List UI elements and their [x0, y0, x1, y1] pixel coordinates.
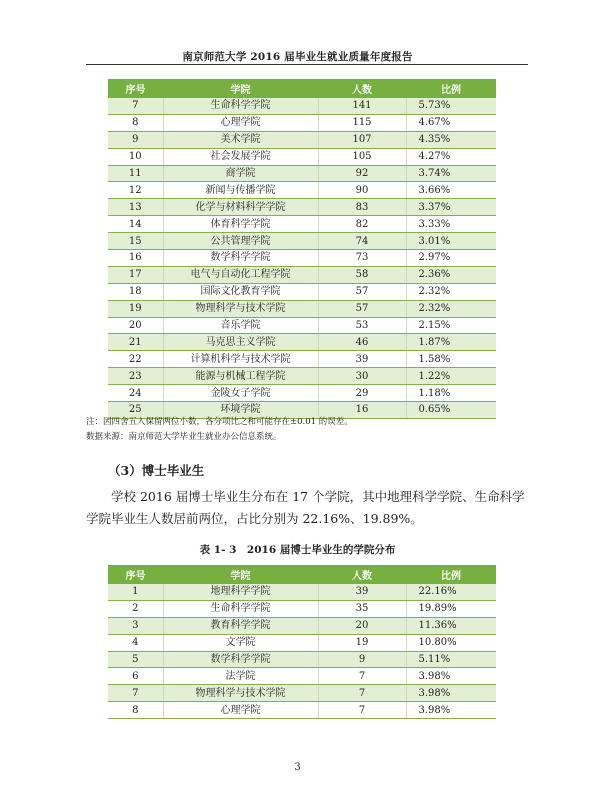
cell-ratio: 3.98%	[406, 685, 496, 702]
header-rule	[86, 64, 528, 65]
cell-college: 法学院	[163, 668, 318, 685]
cell-seq: 3	[108, 617, 163, 634]
table-row	[108, 250, 496, 267]
cell-count: 39	[318, 584, 406, 600]
cell-count: 58	[318, 266, 406, 283]
cell-ratio: 3.98%	[406, 668, 496, 685]
table-row	[108, 351, 496, 368]
cell-count: 53	[318, 317, 406, 334]
table-row	[108, 617, 496, 634]
cell-ratio: 19.89%	[406, 600, 496, 617]
cell-count: 7	[318, 685, 406, 702]
cell-ratio: 3.37%	[406, 199, 496, 216]
cell-ratio: 22.16%	[406, 584, 496, 600]
column-header-count: 人数	[318, 79, 406, 98]
cell-ratio: 1.58%	[406, 351, 496, 368]
rounding-note: 注：因四舍五入保留两位小数，各分项比之和可能存在±0.01 的误差。	[86, 417, 353, 427]
cell-seq: 22	[108, 351, 163, 368]
cell-seq: 14	[108, 216, 163, 233]
cell-seq: 6	[108, 668, 163, 685]
cell-seq: 16	[108, 250, 163, 267]
column-header-ratio: 比例	[406, 79, 496, 98]
cell-seq: 7	[108, 685, 163, 702]
cell-count: 35	[318, 600, 406, 617]
cell-ratio: 2.32%	[406, 283, 496, 300]
cell-college: 教育科学学院	[163, 617, 318, 634]
table-header-row	[108, 565, 496, 584]
cell-seq: 9	[108, 131, 163, 148]
cell-count: 19	[318, 634, 406, 651]
cell-count: 7	[318, 702, 406, 719]
cell-college: 物理科学与技术学院	[163, 685, 318, 702]
data-source-note: 数据来源：南京师范大学毕业生就业办公信息系统。	[86, 432, 282, 442]
cell-college: 金陵女子学院	[163, 385, 318, 402]
cell-seq: 8	[108, 114, 163, 131]
cell-seq: 4	[108, 634, 163, 651]
cell-count: 39	[318, 351, 406, 368]
cell-college: 地理科学学院	[163, 584, 318, 600]
cell-college: 计算机科学与技术学院	[163, 351, 318, 368]
cell-count: 9	[318, 651, 406, 668]
table-row	[108, 668, 496, 685]
table-row	[108, 651, 496, 668]
cell-college: 心理学院	[163, 114, 318, 131]
cell-count: 29	[318, 385, 406, 402]
cell-college: 生命科学学院	[163, 600, 318, 617]
cell-college: 美术学院	[163, 131, 318, 148]
cell-college: 公共管理学院	[163, 233, 318, 250]
table-header-row	[108, 79, 496, 98]
cell-count: 30	[318, 368, 406, 385]
cell-seq: 15	[108, 233, 163, 250]
cell-college: 国际文化教育学院	[163, 283, 318, 300]
cell-count: 20	[318, 617, 406, 634]
table-row	[108, 182, 496, 199]
table-row	[108, 148, 496, 165]
cell-seq: 23	[108, 368, 163, 385]
cell-count: 105	[318, 148, 406, 165]
table-row	[108, 634, 496, 651]
cell-count: 115	[318, 114, 406, 131]
college-distribution-table-continued	[108, 79, 496, 419]
cell-ratio: 10.80%	[406, 634, 496, 651]
table-row	[108, 266, 496, 283]
cell-count: 7	[318, 668, 406, 685]
cell-count: 57	[318, 283, 406, 300]
cell-college: 数学科学学院	[163, 651, 318, 668]
page-number: 3	[294, 762, 301, 773]
cell-ratio: 3.33%	[406, 216, 496, 233]
cell-seq: 19	[108, 300, 163, 317]
column-header-seq: 序号	[108, 565, 163, 584]
page-header-title: 南京师范大学 2016 届毕业生就业质量年度报告	[182, 51, 413, 63]
cell-college: 电气与自动化工程学院	[163, 266, 318, 283]
column-header-count: 人数	[318, 565, 406, 584]
cell-seq: 10	[108, 148, 163, 165]
cell-seq: 25	[108, 402, 163, 419]
cell-college: 体育科学学院	[163, 216, 318, 233]
table-row	[108, 385, 496, 402]
table-caption: 表 1- 3 2016 届博士毕业生的学院分布	[199, 544, 396, 556]
cell-ratio: 1.22%	[406, 368, 496, 385]
cell-ratio: 1.87%	[406, 334, 496, 351]
cell-college: 商学院	[163, 165, 318, 182]
cell-college: 数学科学学院	[163, 250, 318, 267]
cell-count: 90	[318, 182, 406, 199]
cell-ratio: 5.11%	[406, 651, 496, 668]
cell-count: 46	[318, 334, 406, 351]
cell-college: 马克思主义学院	[163, 334, 318, 351]
cell-ratio: 3.01%	[406, 233, 496, 250]
cell-ratio: 3.98%	[406, 702, 496, 719]
cell-seq: 18	[108, 283, 163, 300]
cell-ratio: 3.74%	[406, 165, 496, 182]
cell-college: 文学院	[163, 634, 318, 651]
cell-seq: 17	[108, 266, 163, 283]
cell-college: 环境学院	[163, 402, 318, 419]
cell-count: 83	[318, 199, 406, 216]
cell-seq: 12	[108, 182, 163, 199]
cell-college: 化学与材料科学学院	[163, 199, 318, 216]
cell-count: 107	[318, 131, 406, 148]
cell-seq: 2	[108, 600, 163, 617]
cell-count: 16	[318, 402, 406, 419]
cell-seq: 8	[108, 702, 163, 719]
cell-ratio: 2.36%	[406, 266, 496, 283]
cell-ratio: 2.32%	[406, 300, 496, 317]
table-row	[108, 165, 496, 182]
table-row	[108, 584, 496, 600]
table-row	[108, 283, 496, 300]
cell-ratio: 4.67%	[406, 114, 496, 131]
cell-college: 能源与机械工程学院	[163, 368, 318, 385]
cell-college: 新闻与传播学院	[163, 182, 318, 199]
cell-ratio: 2.15%	[406, 317, 496, 334]
cell-ratio: 1.18%	[406, 385, 496, 402]
table-row	[108, 233, 496, 250]
cell-ratio: 2.97%	[406, 250, 496, 267]
cell-ratio: 4.35%	[406, 131, 496, 148]
cell-seq: 20	[108, 317, 163, 334]
column-header-seq: 序号	[108, 79, 163, 98]
table-row	[108, 702, 496, 719]
column-header-ratio: 比例	[406, 565, 496, 584]
cell-count: 141	[318, 98, 406, 114]
table-row	[108, 685, 496, 702]
table-row	[108, 131, 496, 148]
table-row	[108, 334, 496, 351]
cell-count: 57	[318, 300, 406, 317]
table-row	[108, 199, 496, 216]
cell-college: 生命科学学院	[163, 98, 318, 114]
table-row	[108, 317, 496, 334]
cell-seq: 7	[108, 98, 163, 114]
table-row	[108, 216, 496, 233]
cell-ratio: 3.66%	[406, 182, 496, 199]
cell-count: 82	[318, 216, 406, 233]
body-paragraph: 学校 2016 届博士毕业生分布在 17 个学院，其中地理科学学院、生命科学学院毕业生人数居前两位，占比分别为 22.16%、19.89%。	[86, 489, 525, 526]
table-row	[108, 600, 496, 617]
cell-seq: 24	[108, 385, 163, 402]
column-header-college: 学院	[163, 565, 318, 584]
section-heading-doctoral: （3）博士毕业生	[108, 463, 205, 478]
cell-seq: 13	[108, 199, 163, 216]
cell-ratio: 0.65%	[406, 402, 496, 419]
cell-count: 92	[318, 165, 406, 182]
table-row	[108, 98, 496, 114]
table-row	[108, 300, 496, 317]
cell-seq: 11	[108, 165, 163, 182]
doctoral-college-distribution-table	[108, 565, 496, 719]
table-row	[108, 368, 496, 385]
cell-college: 社会发展学院	[163, 148, 318, 165]
cell-count: 74	[318, 233, 406, 250]
cell-count: 73	[318, 250, 406, 267]
cell-seq: 1	[108, 584, 163, 600]
cell-seq: 21	[108, 334, 163, 351]
cell-college: 音乐学院	[163, 317, 318, 334]
cell-ratio: 4.27%	[406, 148, 496, 165]
cell-college: 心理学院	[163, 702, 318, 719]
table-row	[108, 114, 496, 131]
cell-seq: 5	[108, 651, 163, 668]
cell-ratio: 5.73%	[406, 98, 496, 114]
cell-ratio: 11.36%	[406, 617, 496, 634]
cell-college: 物理科学与技术学院	[163, 300, 318, 317]
column-header-college: 学院	[163, 79, 318, 98]
